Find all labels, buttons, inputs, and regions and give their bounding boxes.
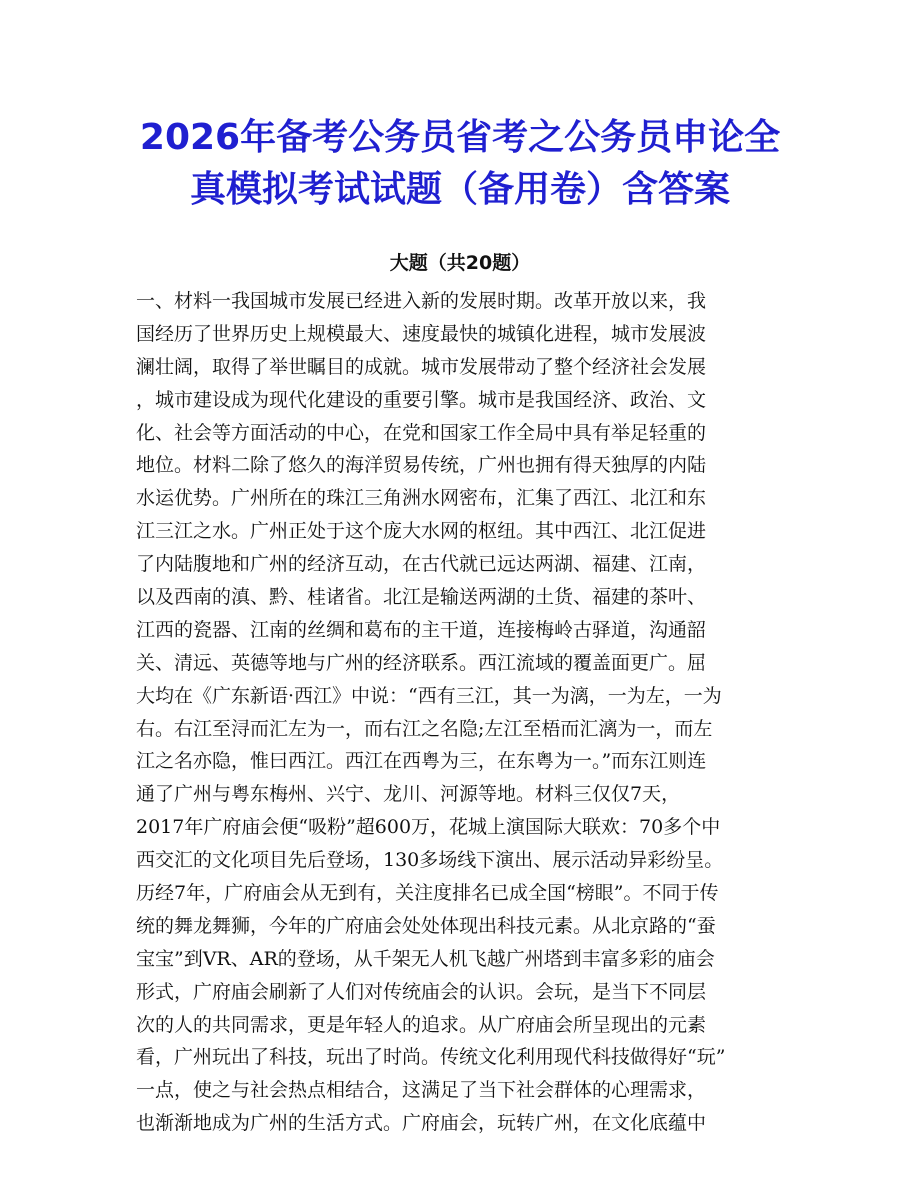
body-line: 次的人的共同需求，更是年轻人的追求。从广府庙会所呈现出的元素 — [136, 1013, 707, 1036]
body-line: ，城市建设成为现代化建设的重要引擎。城市是我国经济、政治、文 — [136, 388, 707, 411]
body-line: 历经7年，广府庙会从无到有，关注度排名已成全国“榜眼”。不同于传 — [136, 882, 719, 905]
body-line: 了内陆腹地和广州的经济互动，在古代就已远达两湖、福建、江南， — [136, 553, 707, 576]
body-line: 宝宝”到VR、AR的登场，从千架无人机飞越广州塔到丰富多彩的庙会 — [136, 947, 715, 970]
section-heading: 大题（共20题） — [389, 252, 531, 274]
body-line: 水运优势。广州所在的珠江三角洲水网密布，汇集了西江、北江和东 — [136, 487, 707, 510]
body-line: 江三江之水。广州正处于这个庞大水网的枢纽。其中西江、北江促进 — [136, 520, 707, 543]
body-line: 澜壮阔，取得了举世瞩目的成就。城市发展带动了整个经济社会发展 — [136, 355, 707, 378]
body-line: 右。右江至浔而汇左为一，而右江之名隐;左江至梧而汇漓为一，而左 — [136, 717, 713, 740]
body-line: 地位。材料二除了悠久的海洋贸易传统，广州也拥有得天独厚的内陆 — [136, 454, 707, 477]
document-title-line-1: 2026年备考公务员省考之公务员申论全 — [139, 117, 781, 158]
body-line: 国经历了世界历史上规模最大、速度最快的城镇化进程，城市发展波 — [136, 322, 707, 345]
body-line: 形式，广府庙会刷新了人们对传统庙会的认识。会玩，是当下不同层 — [136, 980, 707, 1003]
document-title — [100, 112, 820, 216]
body-line: 关、清远、英德等地与广州的经济联系。西江流域的覆盖面更广。屈 — [136, 651, 707, 674]
body-line: 一点，使之与社会热点相结合，这满足了当下社会群体的心理需求， — [136, 1079, 707, 1102]
body-line: 通了广州与粤东梅州、兴宁、龙川、河源等地。材料三仅仅7天， — [136, 783, 681, 806]
body-line: 江之名亦隐，惟曰西江。西江在西粤为三，在东粤为一。”而东江则连 — [136, 750, 707, 773]
body-line: 一、材料一我国城市发展已经进入新的发展时期。改革开放以来，我 — [136, 290, 707, 312]
document-title-line-2: 真模拟考试试题（备用卷）含答案 — [189, 169, 730, 210]
body-line: 江西的瓷器、江南的丝绸和葛布的主干道，连接梅岭古驿道，沟通韶 — [136, 618, 707, 641]
body-line: 统的舞龙舞狮，今年的广府庙会处处体现出科技元素。从北京路的“蚕 — [136, 914, 716, 937]
question-body — [136, 285, 786, 1140]
body-line: 化、社会等方面活动的中心，在党和国家工作全局中具有举足轻重的 — [136, 421, 707, 444]
body-line: 大均在《广东新语·西江》中说：“西有三江，其一为漓，一为左，一为 — [136, 684, 722, 707]
body-line: 也渐渐地成为广州的生活方式。广府庙会，玩转广州，在文化底蕴中 — [136, 1112, 707, 1135]
body-line: 西交汇的文化项目先后登场，130多场线下演出、展示活动异彩纷呈。 — [136, 849, 724, 872]
body-line: 看，广州玩出了科技，玩出了时尚。传统文化利用现代科技做得好“玩” — [136, 1046, 726, 1069]
body-line: 2017年广府庙会便“吸粉”超600万，花城上演国际大联欢：70多个中 — [136, 816, 721, 839]
body-line: 以及西南的滇、黔、桂诸省。北江是输送两湖的土货、福建的茶叶、 — [136, 586, 707, 609]
